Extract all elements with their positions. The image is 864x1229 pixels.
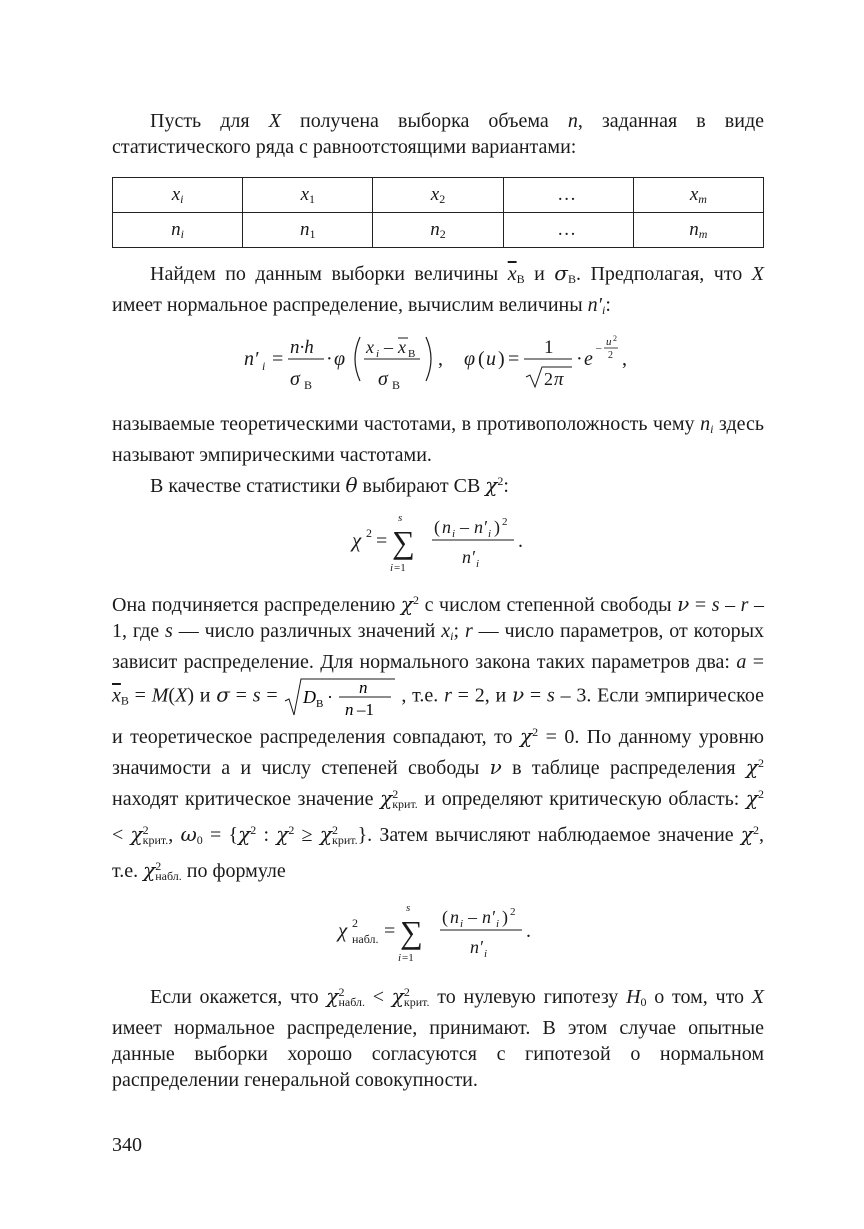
svg-text:σ: σ [378,368,388,390]
svg-text:2: 2 [510,906,516,918]
svg-text:набл.: набл. [352,932,379,946]
svg-text:π: π [554,369,564,390]
svg-text:i: i [488,528,492,540]
svg-text:i: i [398,952,402,964]
svg-text:(: ( [434,517,440,537]
svg-text:·: · [326,348,333,370]
svg-text:x: x [398,337,406,357]
svg-text:): ) [502,907,508,927]
svg-text:(: ( [478,348,485,370]
svg-text:i: i [262,359,266,373]
svg-text:): ) [494,517,500,537]
svg-text:–: – [596,342,602,354]
svg-text:n: n [345,700,354,719]
svg-text:n: n [359,678,368,697]
table-cell: $n_m$ [633,213,763,248]
svg-text:.: . [518,530,523,552]
paragraph-5: Она подчиняется распределению $\chi^2$ с числом степенной свободы ν = s – r – 1, где s — число различных значений $x_i$; r — число параметров, от которых зависит распределение. Для нормального закона таких параметров два: $a = \overline{x}_В = M(X)$ и σ = s = D В · n n –1 , т.е. r = 2, и ν = s – 3. Если эмпирическое и теоретическое распределения совпадают, то $\chi^2 = 0$. По данному уровню значимости а и числу степеней свободы ν в таблице распределения $\chi^2$ находят критическое значение $\chi^2_{крит.}$ и определяют критическую область: $\chi^2 < \chi^2_{крит.}$, $\omega_0 = \{\chi^2$ : $\chi^2 \ge \chi^2_{крит.}$}. Затем вычисляют наблюдаемое значение $\chi^2$, т.е. $\chi^2_{набл.}$ по формуле [112,592,765,883]
svg-text:=1: =1 [394,562,406,574]
svg-text:i: i [376,348,380,360]
svg-text:–: – [384,337,393,357]
svg-text:=: = [384,920,396,942]
svg-text:u: u [606,336,612,348]
table-row [113,213,764,248]
svg-text:σ: σ [290,368,300,390]
svg-text:n′: n′ [462,547,475,567]
svg-text:2: 2 [366,526,372,540]
svg-text:2: 2 [352,916,358,930]
svg-text:2: 2 [502,516,508,528]
intro-paragraph: Пусть для X получена выборка объема n, заданная в виде статистического ряда с равноотстоящими вариантами: [112,110,764,158]
svg-text:В: В [316,698,324,710]
svg-text:i: i [484,948,488,960]
svg-text:=: = [508,348,520,370]
svg-text:,: , [438,348,443,370]
svg-text:·: · [576,348,583,370]
svg-text:i: i [390,562,394,574]
table-cell: … [503,213,633,248]
svg-text:=: = [272,348,284,370]
svg-text:,: , [622,348,627,370]
svg-text:1: 1 [544,337,554,358]
svg-text:∑: ∑ [400,914,423,950]
svg-text:.: . [526,920,531,942]
table-cell: $n_i$ [113,213,243,248]
paragraph-3: называемые теоретическими частотами, в противоположность чему $n_i$ здесь называют эмпирическими частотами. [112,413,765,466]
formula-chi-square [112,499,764,579]
svg-text:x: x [366,337,374,357]
svg-text:–: – [468,907,477,927]
table-cell: $x_m$ [633,178,763,213]
table-cell: $x_1$ [243,178,373,213]
svg-text:i: i [460,918,464,930]
svg-text:В: В [392,378,401,392]
svg-text:2: 2 [608,350,613,361]
paragraph-4: В качестве статистики θ выбирают СВ $\chi^2$: [150,473,509,497]
formula-theoretical-frequency [112,323,764,397]
paragraph-6: Если окажется, что $\chi^2_{набл.} < \chi^2_{крит.}$ то нулевую гипотезу $H_0$ о том, что X имеет нормальное распределение, принимают. В этом случае опытные данные выборки хорошо согласуются с гипотезой о нормальном распределении генеральной совокупности. [112,984,765,1091]
svg-text:φ: φ [464,348,476,370]
paragraph-2: Найдем по данным выборки величины $\overline{x}_В$ и $\sigma_В$. Предполагая, что X имеет нормальное распределение, вычислим величины $n'_i$: [112,261,764,317]
svg-text:–1: –1 [357,700,375,719]
table-cell: $x_2$ [373,178,503,213]
svg-text:∑: ∑ [392,524,415,560]
svg-text:s: s [398,512,403,524]
svg-text:χ: χ [352,528,362,552]
svg-text:n′: n′ [474,517,487,537]
svg-text:n′: n′ [244,348,259,370]
svg-text:n·h: n·h [290,337,314,358]
table-cell: $n_1$ [243,213,373,248]
svg-text:=: = [376,530,388,552]
table-cell: $x_i$ [113,178,243,213]
svg-text:i: i [452,528,456,540]
page-number: 340 [112,1134,142,1156]
table-row [113,178,764,213]
svg-text:u: u [486,348,496,370]
svg-text:s: s [406,902,411,914]
svg-text:=1: =1 [402,952,414,964]
svg-text:): ) [498,348,505,370]
table-cell: $n_2$ [373,213,503,248]
svg-text:В: В [408,348,416,360]
sample-table [112,177,764,248]
svg-text:В: В [304,378,313,392]
svg-text:2: 2 [544,369,553,389]
formula-chi-square-observed [112,889,764,973]
svg-text:n: n [442,517,451,537]
page-content [112,108,764,1093]
svg-text:D: D [303,687,317,707]
svg-text:–: – [460,517,469,537]
table-cell: … [503,178,633,213]
svg-text:n: n [450,907,459,927]
svg-text:e: e [584,348,593,370]
svg-text:n′: n′ [470,937,483,957]
svg-text:(: ( [442,907,448,927]
svg-text:n′: n′ [482,907,495,927]
svg-text:φ: φ [334,348,346,370]
svg-text:i: i [476,558,480,570]
svg-text:2: 2 [613,334,617,343]
svg-text:i: i [496,918,500,930]
svg-text:·: · [327,687,334,707]
svg-text:χ: χ [338,918,348,942]
